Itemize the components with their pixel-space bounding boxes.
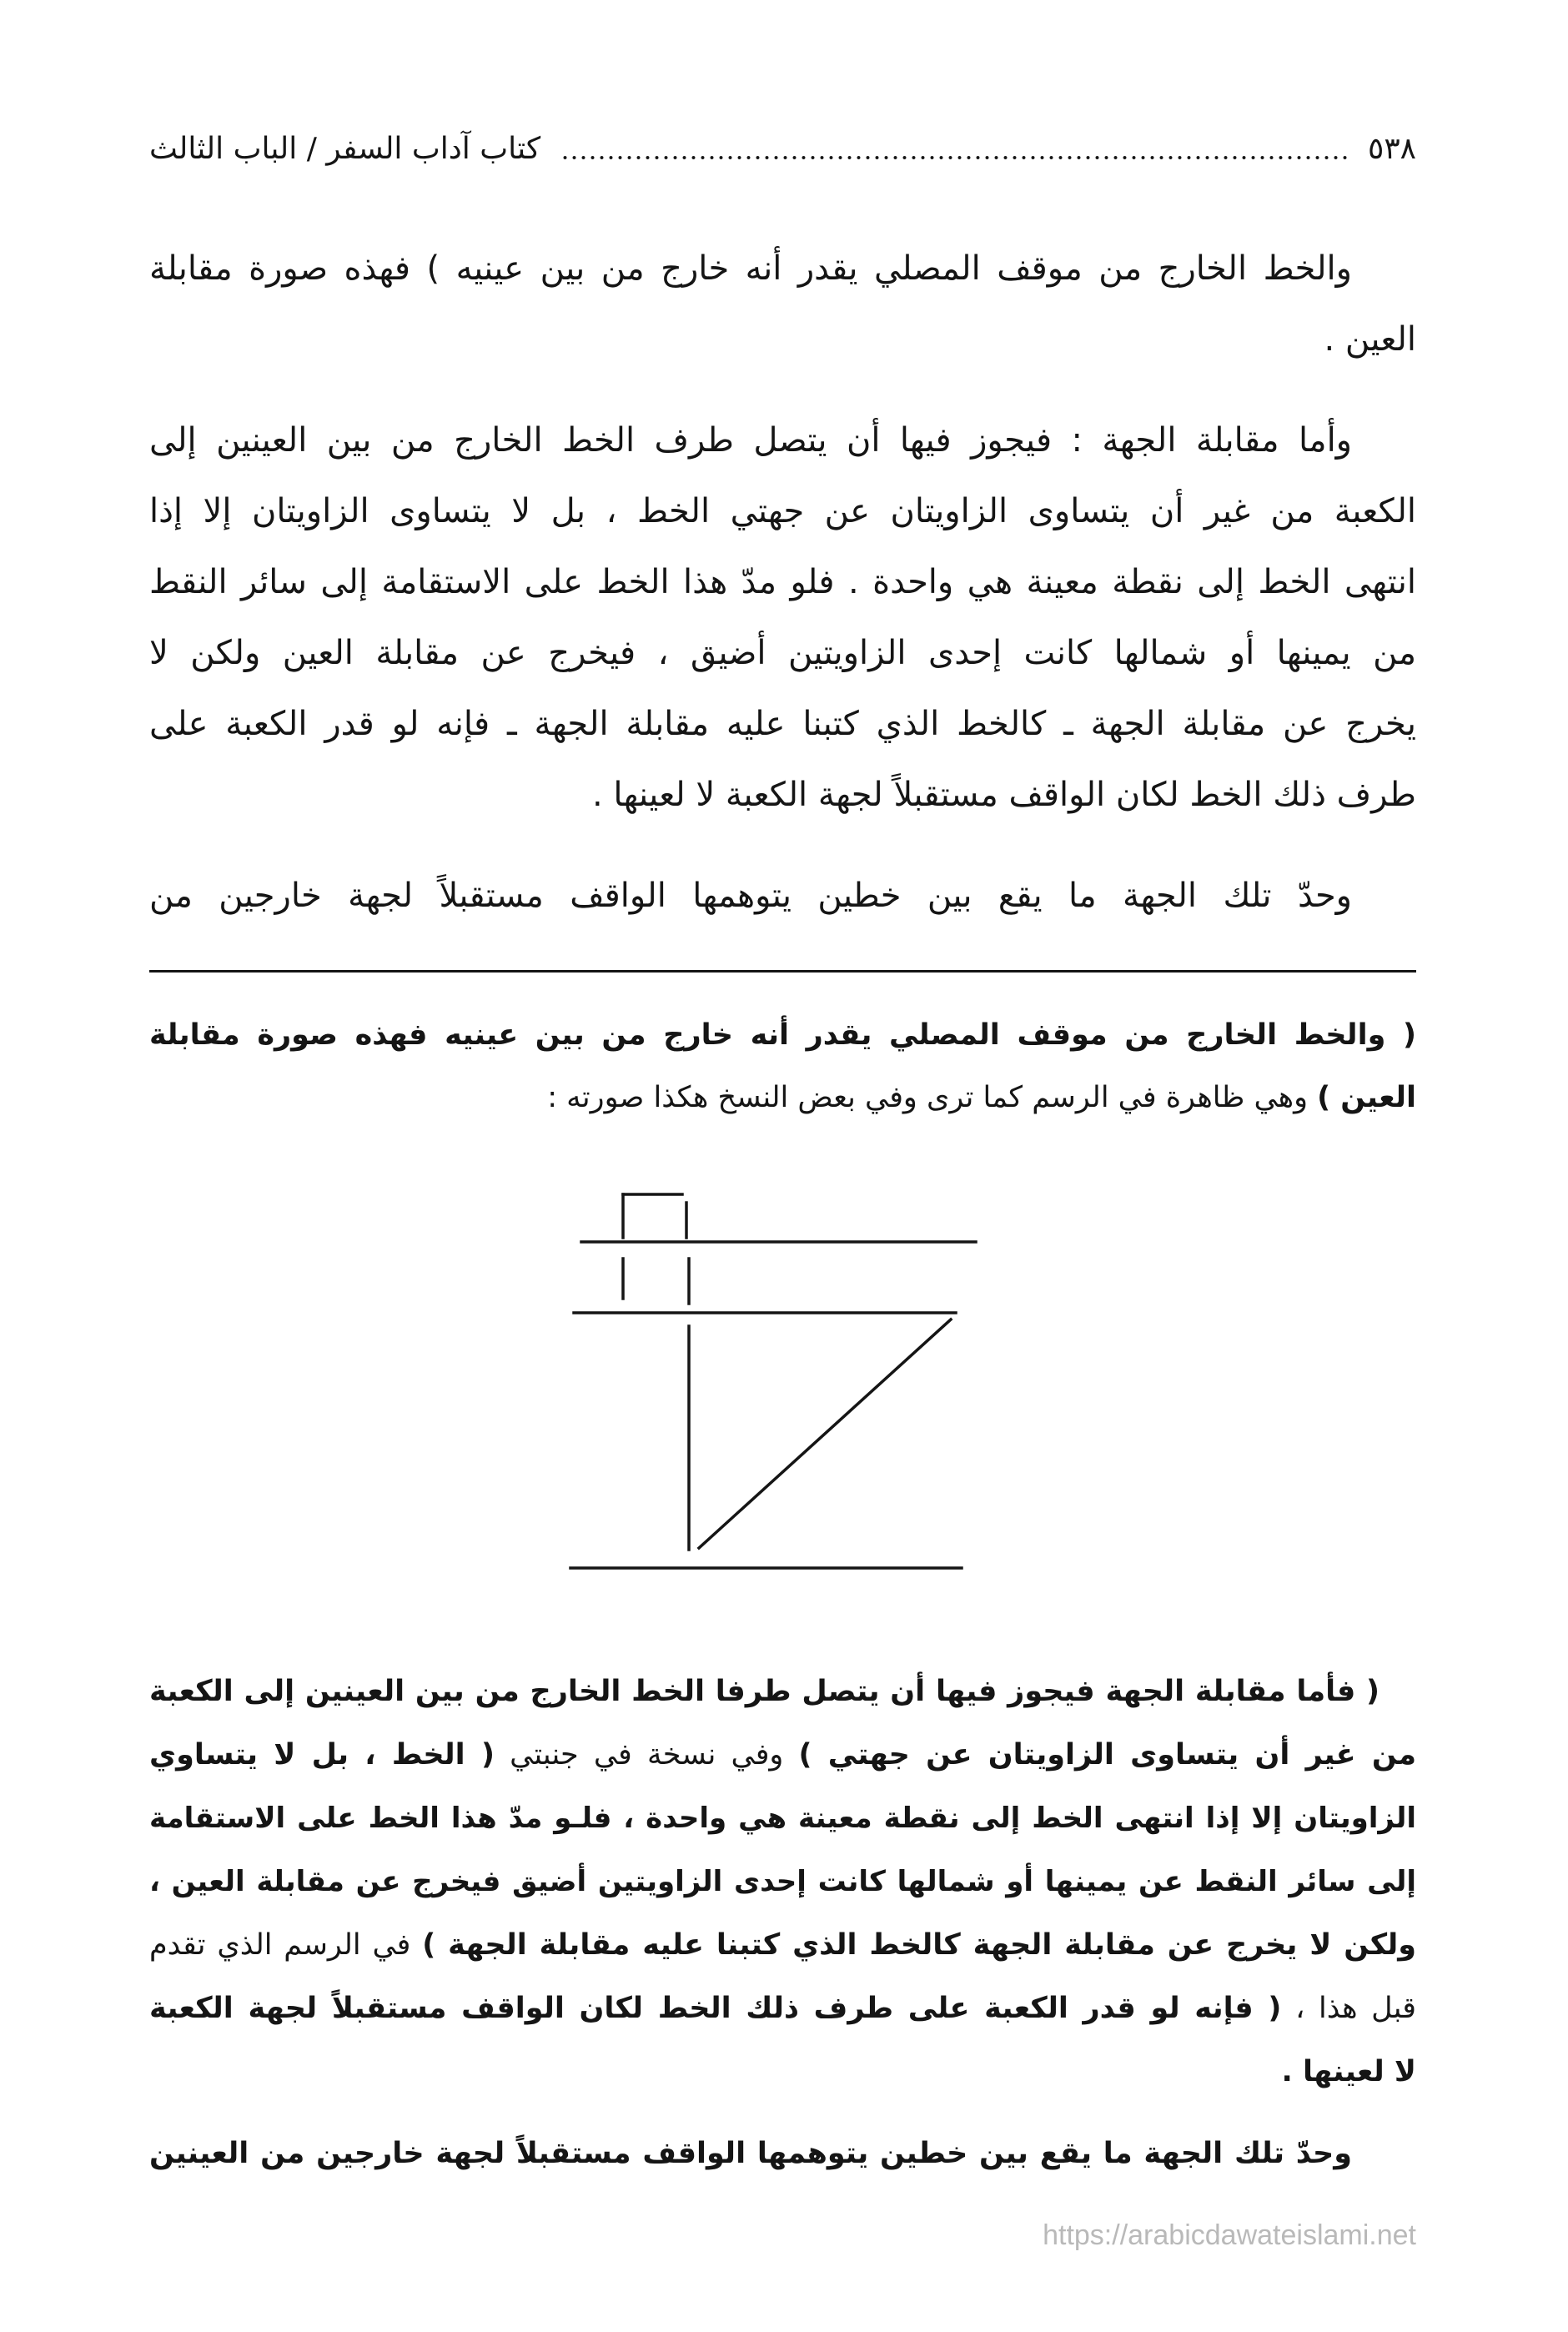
running-header-title: كتاب آداب السفر / الباب الثالث	[149, 132, 541, 166]
running-header	[149, 123, 1416, 175]
watermark-url: https://arabicdawateislami.net	[1043, 2219, 1416, 2251]
commentary-block	[149, 1004, 1416, 1129]
footnote-separator-rule	[149, 970, 1416, 973]
quoted-text: ولكن لا يخرج عن مقابلة الجهة كالخط الذي كتبنا عليه مقابلة الجهة )	[422, 1928, 1416, 1962]
commentary-line	[149, 1977, 1416, 2040]
commentary-line	[149, 1067, 1416, 1129]
body-line: طرف ذلك الخط لكان الواقف مستقبلاً لجهة الكعبة لا لعينها .	[592, 776, 1416, 814]
body-line: والخط الخارج من موقف المصلي يقدر أنه خارج من بين عينيه ) فهذه صورة مقابلة	[149, 249, 1352, 288]
quoted-text: ( والخط الخارج من موقف المصلي يقدر أنه خارج من بين عينيه فهذه صورة مقابلة	[149, 1018, 1416, 1052]
commentary-line	[149, 2040, 1416, 2103]
commentary-text: وفي نسخة في جنبتي	[510, 1738, 784, 1772]
quoted-text: إلى سائر النقط عن يمينها أو شمالها كانت إحدى الزاويتين أضيق فيخرج عن مقابلة العين ،	[149, 1865, 1416, 1898]
commentary-line	[149, 1004, 1416, 1067]
qibla-diagram	[550, 1176, 1001, 1585]
commentary-text: وهي ظاهرة في الرسم كما ترى وفي بعض النسخ هكذا صورته :	[547, 1081, 1308, 1114]
quoted-text: الزاويتان إلا إذا انتهى الخط إلى نقطة معينة هي واحدة ، فلـو مدّ هذا الخط على الاستقامة	[149, 1802, 1416, 1835]
commentary-line	[149, 1787, 1416, 1850]
commentary-paragraph	[149, 1004, 1416, 1129]
body-paragraph	[149, 405, 1416, 831]
quoted-text: من غير أن يتساوى الزاويتان عن جهتي )	[798, 1738, 1416, 1772]
commentary-line	[149, 1723, 1416, 1787]
body-line: وأما مقابلة الجهة : فيجوز فيها أن يتصل طرف الخط الخارج من بين العينين إلى	[149, 421, 1352, 460]
commentary-line	[149, 2122, 1416, 2185]
commentary-text: في الرسم الذي تقدم	[149, 1928, 411, 1962]
commentary-text: قبل هذا ،	[1295, 1992, 1416, 2025]
diagram-diagonal-line	[699, 1319, 951, 1548]
body-line: يخرج عن مقابلة الجهة ـ كالخط الذي كتبنا عليه مقابلة الجهة ـ فإنه لو قدر الكعبة على	[149, 705, 1416, 743]
quoted-text: ( فإنه لو قدر الكعبة على طرف ذلك الخط لكان الواقف مستقبلاً لجهة الكعبة	[149, 1992, 1282, 2025]
commentary-line	[149, 1660, 1416, 1723]
commentary-block	[149, 1660, 1416, 2185]
commentary-line	[149, 1913, 1416, 1977]
body-line: من يمينها أو شمالها كانت إحدى الزاويتين أضيق ، فيخرج عن مقابلة العين ولكن لا	[149, 634, 1416, 672]
dotted-leader	[560, 153, 1348, 162]
body-line: العين .	[1324, 320, 1416, 359]
body-line: وحدّ تلك الجهة ما يقع بين خطين يتوهمها الواقف مستقبلاً لجهة خارجين من	[149, 877, 1352, 915]
commentary-paragraph	[149, 2122, 1416, 2185]
body-line: انتهى الخط إلى نقطة معينة هي واحدة . فلو مدّ هذا الخط على الاستقامة إلى سائر النقط	[149, 563, 1416, 601]
commentary-line	[149, 1850, 1416, 1913]
body-text	[149, 234, 1416, 932]
page-number: ٥٣٨	[1367, 132, 1416, 166]
quoted-text: ( فأما مقابلة الجهة فيجوز فيها أن يتصل طرفا الخط الخارج من بين العينين إلى الكعبة	[149, 1675, 1380, 1708]
commentary-paragraph	[149, 1660, 1416, 2103]
body-paragraph	[149, 861, 1416, 932]
quoted-text: لا لعينها .	[1281, 2055, 1416, 2088]
body-paragraph	[149, 234, 1416, 375]
quoted-text: وحدّ تلك الجهة ما يقع بين خطين يتوهمها الواقف مستقبلاً لجهة خارجين من العينين	[149, 2137, 1352, 2170]
quoted-text: العين )	[1317, 1081, 1416, 1114]
quoted-text: ( الخط ، بل لا يتساوي	[149, 1738, 495, 1772]
body-line: الكعبة من غير أن يتساوى الزاويتان عن جهتي الخط ، بل لا يتساوى الزاويتان إلا إذا	[149, 492, 1416, 530]
